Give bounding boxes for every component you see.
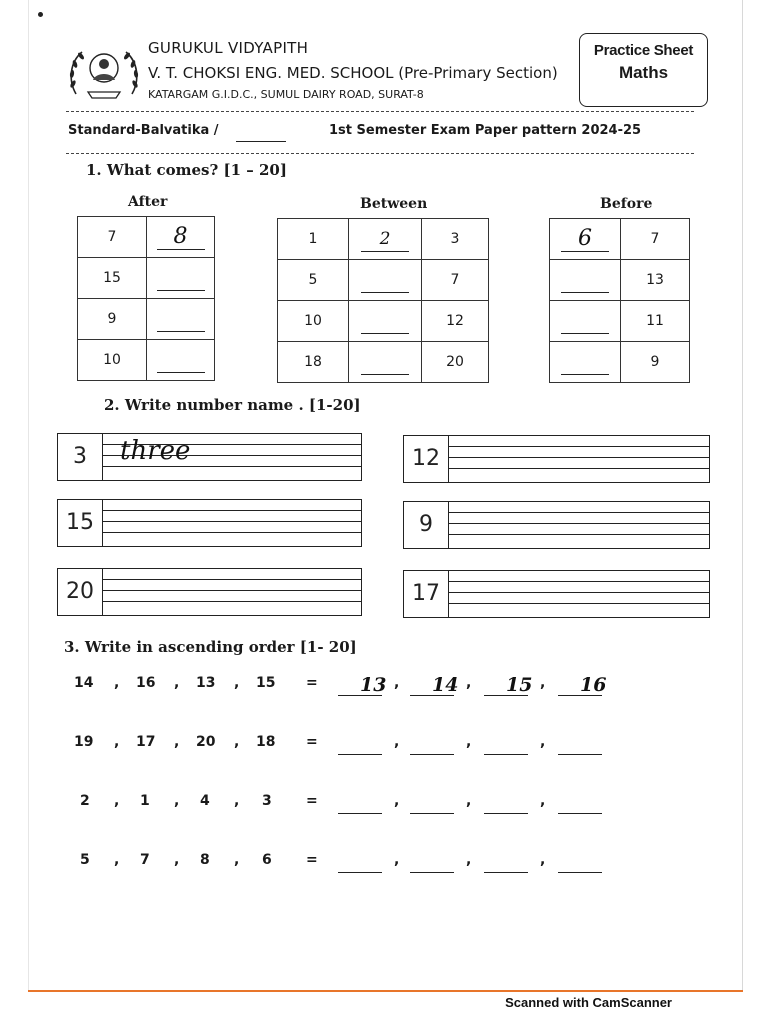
- table-row: [278, 342, 489, 383]
- separator-comma: ,: [394, 734, 400, 750]
- separator-comma: ,: [114, 852, 120, 868]
- number-name-box: [403, 435, 710, 483]
- between-left: 10: [278, 301, 349, 342]
- before-given: 9: [621, 342, 690, 383]
- separator-comma: ,: [540, 734, 546, 750]
- before-given: 11: [621, 301, 690, 342]
- given-number: 14: [74, 675, 94, 691]
- writing-line: [103, 532, 361, 533]
- given-number: 8: [200, 852, 210, 868]
- subject-label: Maths: [618, 63, 669, 82]
- separator-comma: ,: [394, 793, 400, 809]
- answer-blank[interactable]: [410, 852, 454, 873]
- answer-blank[interactable]: [410, 734, 454, 755]
- separator-comma: ,: [394, 852, 400, 868]
- handwritten-answer: 6: [578, 225, 592, 251]
- given-number: 18: [256, 734, 276, 750]
- given-number: 5: [80, 852, 90, 868]
- table-row: [78, 299, 215, 340]
- separator-comma: ,: [114, 734, 120, 750]
- writing-line: [103, 590, 361, 591]
- writing-line: [449, 468, 709, 469]
- after-given: 15: [78, 258, 147, 299]
- separator-comma: ,: [540, 675, 546, 691]
- between-table: [277, 218, 489, 383]
- separator-comma: ,: [174, 675, 180, 691]
- after-answer-cell: [147, 258, 215, 299]
- answer-blank[interactable]: [361, 268, 409, 293]
- q1-title: 1. What comes? [1 – 20]: [86, 161, 287, 179]
- practice-sheet-label: Practice Sheet: [593, 42, 694, 59]
- table-row: [550, 301, 690, 342]
- table-row: [550, 260, 690, 301]
- writing-line: [449, 592, 709, 593]
- between-left: 18: [278, 342, 349, 383]
- given-number: 13: [196, 675, 216, 691]
- table-row: [78, 340, 215, 381]
- before-answer-cell: [550, 342, 621, 383]
- camscanner-watermark: Scanned with CamScanner: [505, 995, 672, 1010]
- table-row: [550, 219, 690, 260]
- answer-blank[interactable]: [410, 793, 454, 814]
- separator-comma: ,: [114, 793, 120, 809]
- between-left: 1: [278, 219, 349, 260]
- writing-line: [103, 466, 361, 467]
- separator-comma: ,: [234, 675, 240, 691]
- number-name-box: [57, 568, 362, 616]
- handwritten-answer: 15: [506, 674, 533, 696]
- separator-comma: ,: [466, 852, 472, 868]
- answer-blank[interactable]: [338, 674, 387, 696]
- number-name-box: [57, 433, 362, 481]
- between-heading: Between: [360, 196, 428, 212]
- given-number: 4: [200, 793, 210, 809]
- answer-blank[interactable]: [157, 307, 205, 332]
- answer-blank[interactable]: [484, 674, 533, 696]
- answer-blank[interactable]: [558, 734, 602, 755]
- answer-blank[interactable]: [484, 793, 528, 814]
- writing-line: [103, 601, 361, 602]
- page-bottom-border: [28, 990, 743, 992]
- answer-blank[interactable]: [484, 852, 528, 873]
- given-number: 7: [140, 852, 150, 868]
- answer-blank[interactable]: [361, 309, 409, 334]
- sheet-left-edge: [28, 0, 29, 990]
- writing-line: [103, 521, 361, 522]
- header-divider-bottom: [66, 153, 694, 154]
- answer-blank[interactable]: [157, 348, 205, 373]
- answer-blank[interactable]: [561, 227, 609, 252]
- handwritten-answer: 14: [432, 674, 459, 696]
- sheet-right-edge: [742, 0, 743, 990]
- answer-blank[interactable]: [561, 268, 609, 293]
- between-right: 7: [422, 260, 489, 301]
- writing-line: [103, 579, 361, 580]
- before-given: 7: [621, 219, 690, 260]
- between-left: 5: [278, 260, 349, 301]
- answer-blank[interactable]: [484, 734, 528, 755]
- answer-blank[interactable]: [361, 350, 409, 375]
- header-divider-top: [66, 111, 694, 112]
- handwritten-answer[interactable]: three: [120, 436, 191, 466]
- number-name-number: 12: [404, 436, 449, 482]
- handwritten-answer: 13: [360, 674, 387, 696]
- before-answer-cell: [550, 219, 621, 260]
- handwritten-answer: 16: [580, 674, 607, 696]
- between-right: 3: [422, 219, 489, 260]
- table-row: [550, 342, 690, 383]
- writing-line: [449, 457, 709, 458]
- writing-line: [449, 523, 709, 524]
- after-answer-cell: [147, 217, 215, 258]
- before-answer-cell: [550, 301, 621, 342]
- answer-blank[interactable]: [157, 266, 205, 291]
- equals-sign: =: [306, 793, 318, 809]
- answer-blank[interactable]: [338, 734, 382, 755]
- given-number: 19: [74, 734, 94, 750]
- q3-title: 3. Write in ascending order [1- 20]: [64, 638, 357, 656]
- before-answer-cell: [550, 260, 621, 301]
- between-right: 20: [422, 342, 489, 383]
- q2-title: 2. Write number name . [1-20]: [104, 396, 361, 414]
- writing-line: [449, 512, 709, 513]
- separator-comma: ,: [174, 734, 180, 750]
- equals-sign: =: [306, 734, 318, 750]
- number-name-number: 15: [58, 500, 103, 546]
- given-number: 15: [256, 675, 276, 691]
- after-given: 9: [78, 299, 147, 340]
- given-number: 16: [136, 675, 156, 691]
- after-answer-cell: [147, 340, 215, 381]
- equals-sign: =: [306, 675, 318, 691]
- separator-comma: ,: [466, 734, 472, 750]
- school-name-line2: V. T. CHOKSI ENG. MED. SCHOOL (Pre-Primary Section): [148, 64, 558, 82]
- separator-comma: ,: [540, 793, 546, 809]
- given-number: 2: [80, 793, 90, 809]
- table-row: [278, 219, 489, 260]
- between-answer-cell: [349, 219, 422, 260]
- separator-comma: ,: [114, 675, 120, 691]
- handwritten-answer: 8: [173, 223, 188, 249]
- number-name-number: 9: [404, 502, 449, 548]
- given-number: 3: [262, 793, 272, 809]
- practice-sheet-box: [579, 33, 708, 107]
- number-name-number: 20: [58, 569, 103, 615]
- writing-line: [449, 534, 709, 535]
- separator-comma: ,: [174, 793, 180, 809]
- given-number: 20: [196, 734, 216, 750]
- separator-comma: ,: [466, 675, 472, 691]
- school-emblem-logo: [66, 44, 142, 102]
- handwritten-answer: 2: [379, 228, 391, 249]
- standard-blank: [236, 141, 286, 142]
- between-answer-cell: [349, 260, 422, 301]
- writing-line: [449, 446, 709, 447]
- answer-blank[interactable]: [561, 350, 609, 375]
- between-answer-cell: [349, 342, 422, 383]
- given-number: 6: [262, 852, 272, 868]
- answer-blank[interactable]: [361, 227, 409, 252]
- standard-label: Standard-Balvatika /: [68, 123, 219, 138]
- table-row: [78, 217, 215, 258]
- answer-blank[interactable]: [558, 674, 607, 696]
- separator-comma: ,: [234, 734, 240, 750]
- table-row: [78, 258, 215, 299]
- school-name-line1: GURUKUL VIDYAPITH: [148, 39, 309, 57]
- number-name-box: [403, 501, 710, 549]
- before-heading: Before: [600, 196, 653, 212]
- separator-comma: ,: [234, 852, 240, 868]
- separator-comma: ,: [540, 852, 546, 868]
- after-heading: After: [128, 194, 168, 210]
- table-row: [278, 260, 489, 301]
- answer-blank[interactable]: [338, 793, 382, 814]
- separator-comma: ,: [174, 852, 180, 868]
- equals-sign: =: [306, 852, 318, 868]
- answer-blank[interactable]: [561, 309, 609, 334]
- writing-line: [449, 603, 709, 604]
- table-row: [278, 301, 489, 342]
- writing-line: [449, 581, 709, 582]
- between-answer-cell: [349, 301, 422, 342]
- separator-comma: ,: [394, 675, 400, 691]
- exam-pattern-label: 1st Semester Exam Paper pattern 2024-25: [329, 123, 642, 138]
- answer-blank[interactable]: [410, 674, 459, 696]
- before-table: [549, 218, 690, 383]
- ink-dot: [38, 12, 43, 17]
- number-name-number: 3: [58, 434, 103, 480]
- after-given: 10: [78, 340, 147, 381]
- after-answer-cell: [147, 299, 215, 340]
- given-number: 1: [140, 793, 150, 809]
- separator-comma: ,: [466, 793, 472, 809]
- before-given: 13: [621, 260, 690, 301]
- given-number: 17: [136, 734, 156, 750]
- answer-blank[interactable]: [157, 225, 205, 250]
- answer-blank[interactable]: [338, 852, 382, 873]
- number-name-box: [57, 499, 362, 547]
- number-name-box: [403, 570, 710, 618]
- answer-blank[interactable]: [558, 793, 602, 814]
- after-given: 7: [78, 217, 147, 258]
- number-name-number: 17: [404, 571, 449, 617]
- after-table: [77, 216, 215, 381]
- writing-line: [103, 510, 361, 511]
- answer-blank[interactable]: [558, 852, 602, 873]
- school-address: KATARGAM G.I.D.C., SUMUL DAIRY ROAD, SURAT-8: [148, 88, 424, 101]
- between-right: 12: [422, 301, 489, 342]
- separator-comma: ,: [234, 793, 240, 809]
